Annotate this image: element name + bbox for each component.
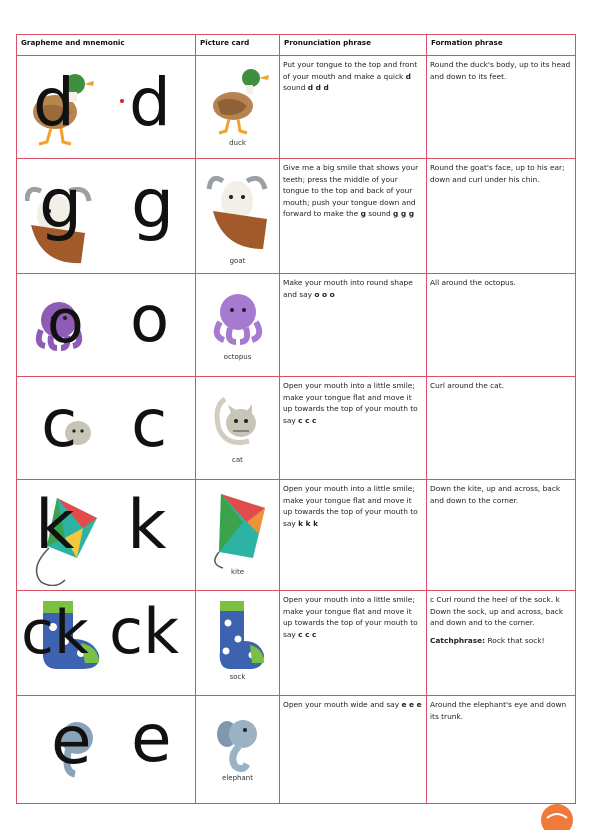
picture-cell [196, 591, 280, 696]
kite-icon [207, 490, 269, 572]
grapheme-letter: c [131, 385, 168, 462]
pronunciation-repeat: k k k [298, 518, 319, 528]
pronunciation-text: Put your tongue to the top and front of your mouth and make a quick [283, 60, 418, 81]
grapheme-mnemonic-letter: c [41, 385, 78, 462]
picture-caption: cat [232, 456, 243, 464]
header-picture: Picture card [196, 35, 280, 56]
formation-cell [427, 591, 576, 696]
pronunciation-repeat: o o o [314, 289, 335, 299]
cat-icon [213, 391, 263, 449]
header-row [17, 35, 576, 56]
header-formation: Formation phrase [427, 35, 576, 56]
picture-caption: duck [229, 139, 246, 147]
table-row [17, 377, 576, 480]
picture-caption: kite [230, 568, 245, 576]
pronunciation-repeat: e e e [401, 700, 422, 709]
picture-caption: goat [229, 257, 246, 265]
picture-caption: elephant [222, 774, 253, 782]
pronunciation-repeat: c c c [298, 629, 317, 639]
pronunciation-repeat: g g g [393, 209, 415, 219]
pronunciation-cell [280, 159, 427, 274]
grapheme-cell [17, 377, 196, 480]
pronunciation-cell [280, 480, 427, 591]
header-pronunciation: Pronunciation phrase [280, 35, 427, 56]
catchphrase-label: Catchphrase: [430, 635, 486, 645]
elephant-icon [215, 716, 261, 772]
grapheme-letter: d [129, 64, 171, 141]
table-row [17, 591, 576, 696]
grapheme-cell [17, 56, 196, 159]
grapheme-mnemonic-letter: e [51, 702, 92, 779]
start-dot-icon [120, 99, 124, 103]
grapheme-letter: e [131, 700, 172, 777]
goat-icon [205, 169, 271, 251]
grapheme-cell [17, 591, 196, 696]
table-row [17, 56, 576, 159]
grapheme-letter: k [127, 486, 167, 565]
picture-cell [196, 377, 280, 480]
pronunciation-text: Give me a big smile that shows your teeth; press the middle of your tongue to the top and back of your mouth; push your tongue down and forward to make the [283, 163, 419, 219]
pronunciation-cell [280, 274, 427, 377]
grapheme-cell [17, 480, 196, 591]
pronunciation-sound: g [360, 209, 366, 219]
sock-icon [210, 599, 266, 673]
pronunciation-text-end: sound [283, 83, 308, 93]
picture-cell [196, 56, 280, 159]
table-row [17, 696, 576, 804]
formation-text: c Curl round the heel of the sock. k Down the sock, up and across, back and down and to the corner. [430, 595, 564, 628]
table-row [17, 480, 576, 591]
pronunciation-text: Open your mouth into a little smile; make your tongue flat and move it up towards the top of your mouth to say [283, 595, 418, 639]
formation-cell: All around the octopus. [427, 274, 576, 377]
grapheme-cell [17, 696, 196, 804]
pronunciation-cell [280, 591, 427, 696]
duck-icon [205, 64, 271, 138]
table-row [17, 159, 576, 274]
picture-cell [196, 274, 280, 377]
formation-cell: Round the duck's body, up to its head and down to its feet. [427, 56, 576, 159]
pronunciation-text: Open your mouth into a little smile; make your tongue flat and move it up towards the top of your mouth to say [283, 381, 418, 425]
pronunciation-text: Make your mouth into round shape and say [283, 278, 413, 299]
formation-cell: Around the elephant's eye and down its trunk. [427, 696, 576, 804]
phonics-table [16, 34, 576, 804]
grapheme-letter: g [131, 165, 175, 244]
pronunciation-cell [280, 56, 427, 159]
pronunciation-text: Open your mouth wide and say [283, 700, 402, 709]
grapheme-mnemonic-letter: k [35, 486, 75, 565]
header-grapheme: Grapheme and mnemonic [17, 35, 196, 56]
pronunciation-sound: d [405, 71, 411, 81]
grapheme-letter: ck [109, 595, 179, 668]
catchphrase [430, 635, 572, 647]
catchphrase-text: Rock that sock! [485, 635, 545, 645]
picture-caption: sock [229, 673, 246, 681]
pronunciation-text: Open your mouth into a little smile; make your tongue flat and move it up towards the top of your mouth to say [283, 484, 418, 528]
table-row [17, 274, 576, 377]
picture-cell [196, 696, 280, 804]
octopus-icon [208, 288, 268, 348]
picture-cell [196, 480, 280, 591]
formation-cell: Round the goat's face, up to his ear; down and curl under his chin. [427, 159, 576, 274]
grapheme-mnemonic-letter: d [33, 64, 75, 141]
grapheme-cell [17, 159, 196, 274]
grapheme-mnemonic-letter: ck [21, 598, 89, 668]
pronunciation-repeat: d d d [307, 83, 329, 93]
grapheme-mnemonic-letter: g [39, 165, 83, 244]
pronunciation-repeat: c c c [298, 415, 317, 425]
pronunciation-cell [280, 377, 427, 480]
pronunciation-text-end: sound [365, 209, 394, 219]
grapheme-letter: o [130, 283, 170, 357]
picture-caption: octopus [223, 353, 252, 361]
pronunciation-cell [280, 696, 427, 804]
grapheme-mnemonic-letter: o [47, 287, 84, 357]
formation-cell: Curl around the cat. [427, 377, 576, 480]
picture-cell [196, 159, 280, 274]
brand-logo-icon [537, 800, 577, 830]
grapheme-cell [17, 274, 196, 377]
formation-cell: Down the kite, up and across, back and down to the corner. [427, 480, 576, 591]
